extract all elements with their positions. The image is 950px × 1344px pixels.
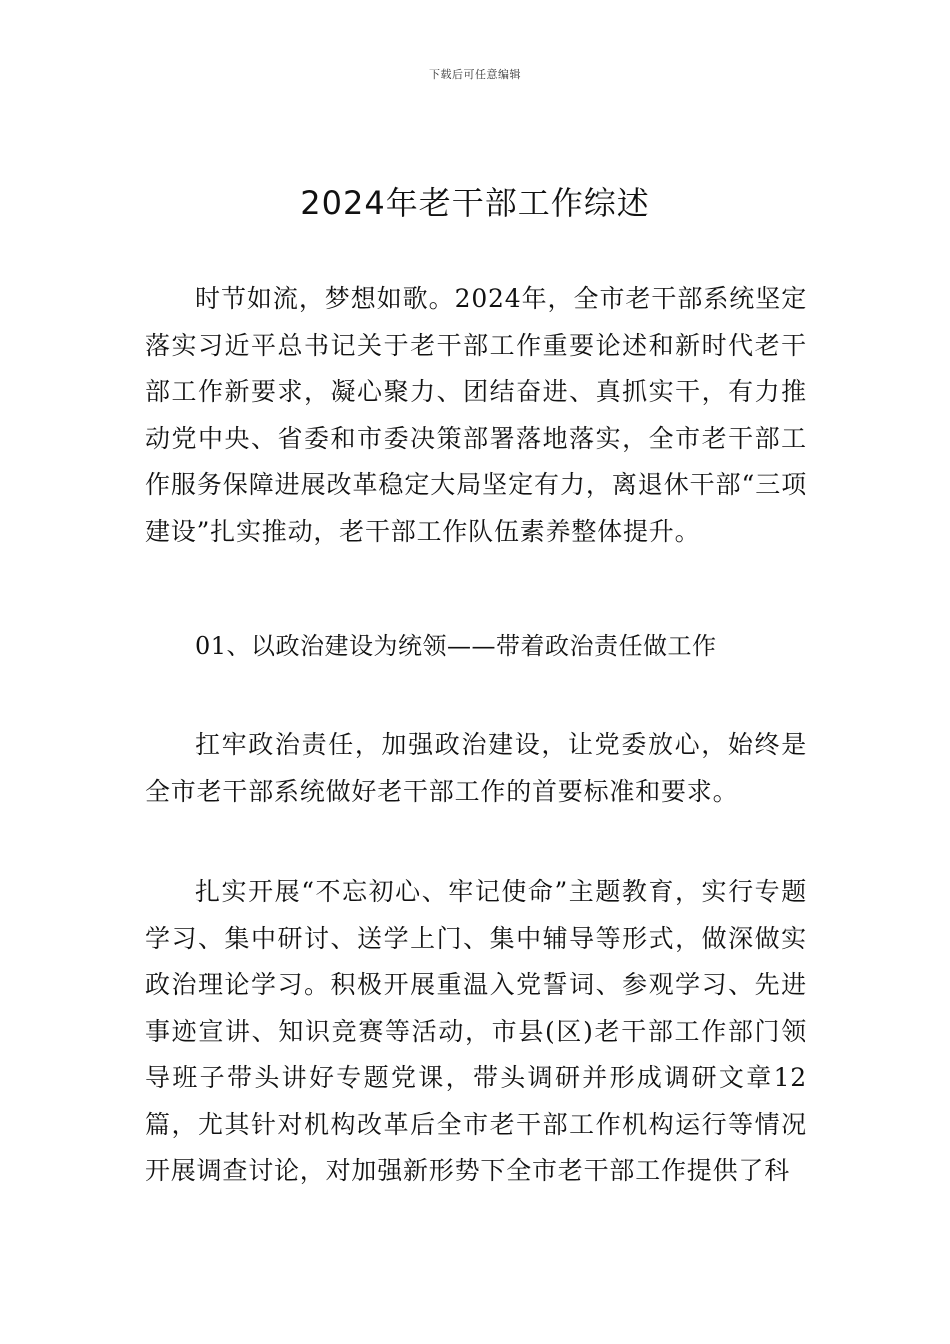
section-paragraph: 扎实开展“不忘初心、牢记使命”主题教育，实行专题学习、集中研讨、送学上门、集中辅导等形式，做深做实政治理论学习。积极开展重温入党誓词、参观学习、先进事迹宣讲、知识竞赛等活动，市县(区)老干部工作部门领导班子带头讲好专题党课，带头调研并形成调研文章12篇，尤其针对机构改革后全市老干部工作机构运行等情况开展调查讨论，对加强新形势下全市老干部工作提供了科 (145, 877, 807, 1185)
intro-paragraph: 时节如流，梦想如歌。2024年，全市老干部系统坚定落实习近平总书记关于老干部工作重要论述和新时代老干部工作新要求，凝心聚力、团结奋进、真抓实干，有力推动党中央、省委和市委决策部署落地落实，全市老干部工作服务保障进展改革稳定大局坚定有力，离退休干部“三项建设”扎实推动，老干部工作队伍素养整体提升。 (145, 284, 807, 546)
document-title: 2024年老干部工作综述 (300, 184, 650, 222)
section-heading-01: 01、以政治建设为统领——带着政治责任做工作 (195, 632, 717, 660)
download-note: 下载后可任意编辑 (429, 68, 521, 81)
section-paragraph: 扛牢政治责任，加强政治建设，让党委放心，始终是全市老干部系统做好老干部工作的首要标准和要求。 (145, 730, 807, 806)
